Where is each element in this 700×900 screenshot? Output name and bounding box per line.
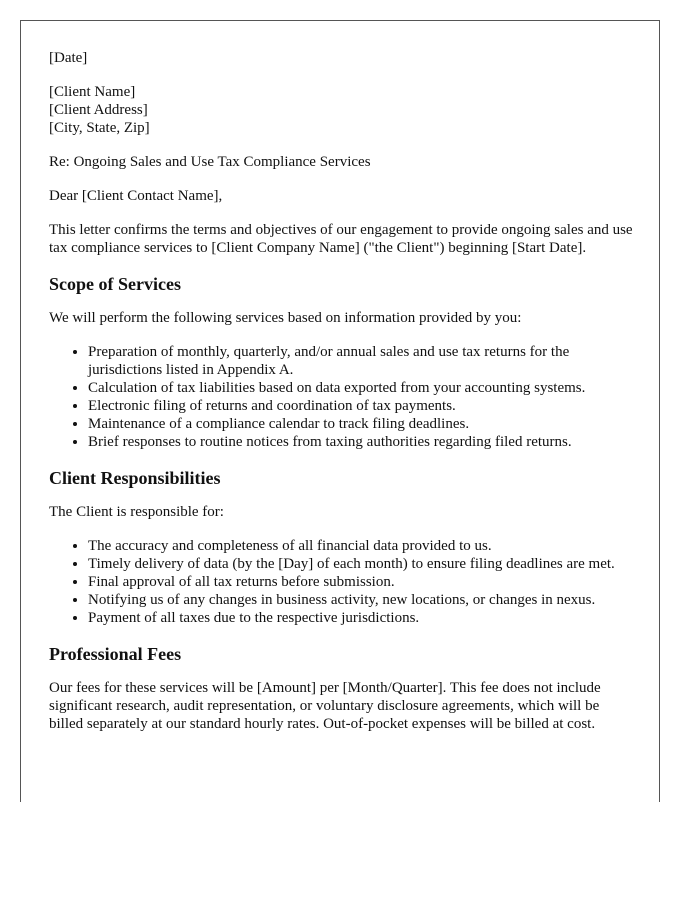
list-item: • Preparation of monthly, quarterly, and/or annual sales and use tax returns for the jurisdictions listed in Appendix A. [88,343,635,379]
client-city-state-zip: [City, State, Zip] [49,120,150,136]
list-item: • Electronic filing of returns and coordination of tax payments. [88,397,635,415]
salutation: Dear [Client Contact Name], [49,188,223,204]
list-item: • The accuracy and completeness of all financial data provided to us. [88,537,635,555]
list-item: • Final approval of all tax returns before submission. [88,573,635,591]
list-item: • Maintenance of a compliance calendar to track filing deadlines. [88,415,635,433]
list-item: • Brief responses to routine notices from taxing authorities regarding filed returns. [88,433,635,451]
list-item: • Calculation of tax liabilities based on data exported from your accounting systems. [88,379,635,397]
client-name: [Client Name] [49,84,136,100]
scope-list [49,343,635,451]
scope-heading: Scope of Services [49,274,181,294]
re-line: Re: Ongoing Sales and Use Tax Compliance Services [49,154,371,170]
fees-paragraph: Our fees for these services will be [Amount] per [Month/Quarter]. This fee does not include significant research, audit representation, or voluntary disclosure agreements, which will be billed separately at our standard hourly rates. Out-of-pocket expenses will be billed at cost. [49,680,601,732]
list-item: • Payment of all taxes due to the respective jurisdictions. [88,609,635,627]
client-address: [Client Address] [49,102,148,118]
letter-content [49,49,635,733]
scope-lead: We will perform the following services based on information provided by you: [49,310,522,326]
client-address-block [49,83,635,137]
letter-page [20,20,660,802]
responsibilities-lead: The Client is responsible for: [49,504,224,520]
intro-paragraph: This letter confirms the terms and objectives of our engagement to provide ongoing sales and use tax compliance services to [Client Company Name] ("the Client") beginning [Start Date]. [49,222,633,256]
list-item: • Notifying us of any changes in business activity, new locations, or changes in nexus. [88,591,635,609]
fees-heading: Professional Fees [49,644,182,664]
responsibilities-list [49,537,635,627]
list-item: • Timely delivery of data (by the [Day] of each month) to ensure filing deadlines are met. [88,555,635,573]
letter-date: [Date] [49,50,88,66]
responsibilities-heading: Client Responsibilities [49,468,221,488]
